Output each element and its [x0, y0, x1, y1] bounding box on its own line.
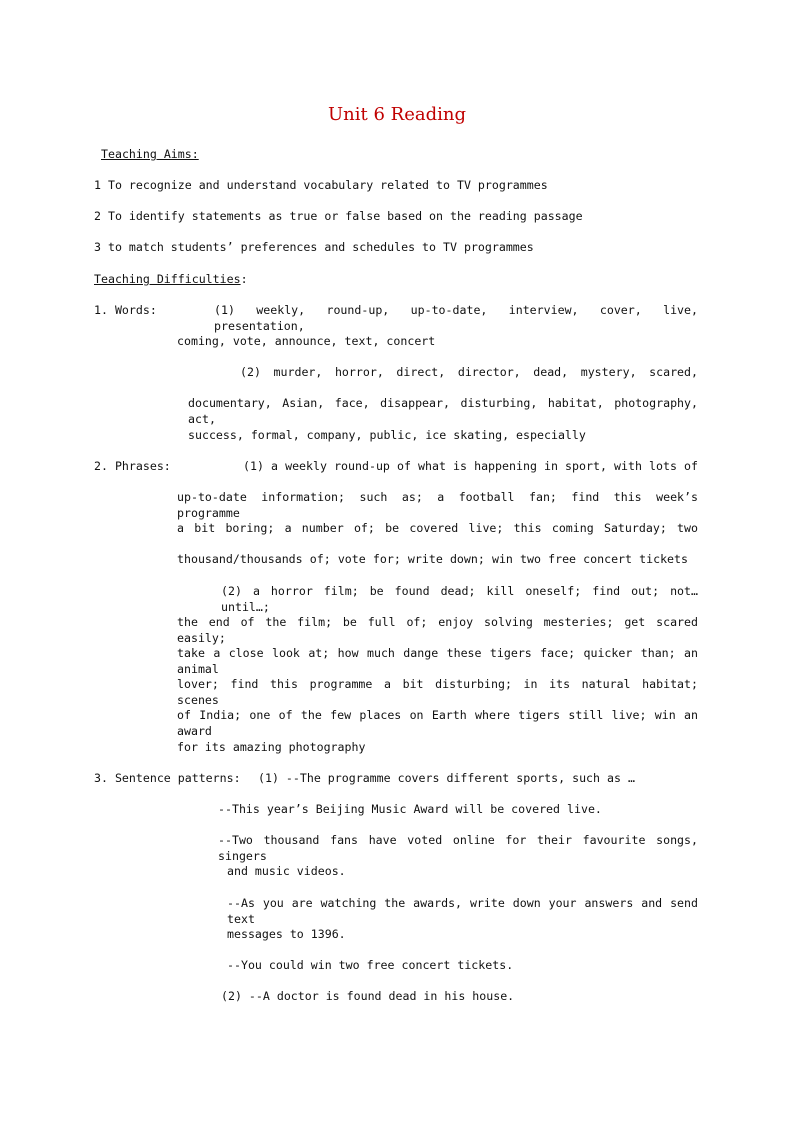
phrases-part2-line-3: take a close look at; how much dange these tigers face; quicker than; an animal	[177, 646, 698, 676]
sentences-part1-line-5: --As you are watching the awards, write down your answers and send text	[227, 896, 698, 926]
words-part1-line-1: (1) weekly, round-up, up-to-date, interview, cover, live, presentation,	[214, 303, 698, 333]
words-part2-line-1: (2) murder, horror, direct, director, dead, mystery, scared,	[240, 365, 698, 379]
phrases-part1-line-3: a bit boring; a number of; be covered live; this coming Saturday; two	[177, 521, 698, 535]
words-label: 1. Words:	[94, 303, 157, 317]
words-part1-line-2: coming, vote, announce, text, concert	[177, 334, 436, 348]
sentences-part1-line-2: --This year’s Beijing Music Award will be covered live.	[218, 802, 602, 816]
teaching-difficulties-heading	[94, 271, 248, 287]
sentences-label: 3. Sentence patterns:	[94, 771, 241, 785]
phrases-part2-line-5: of India; one of the few places on Earth where tigers still live; win an award	[177, 708, 698, 738]
phrases-part2-line-6: for its amazing photography	[177, 740, 366, 754]
difficulties-heading-colon: :	[240, 272, 248, 286]
phrases-label: 2. Phrases:	[94, 459, 171, 473]
phrases-part1-line-1: (1) a weekly round-up of what is happening in sport, with lots of	[243, 459, 698, 473]
phrases-part1-line-4: thousand/thousands of; vote for; write down; win two free concert tickets	[177, 552, 688, 566]
sentences-part1-line-4: and music videos.	[227, 864, 346, 878]
teaching-aims-heading: Teaching Aims:	[101, 147, 199, 161]
sentences-part2-line-1: (2) --A doctor is found dead in his house.	[221, 989, 515, 1003]
aim-item-3: 3 to match students’ preferences and schedules to TV programmes	[94, 240, 534, 254]
aim-item-1: 1 To recognize and understand vocabulary related to TV programmes	[94, 178, 548, 192]
page-title: Unit 6 Reading	[328, 104, 466, 125]
sentences-part1-line-6: messages to 1396.	[227, 927, 346, 941]
aim-item-2: 2 To identify statements as true or false based on the reading passage	[94, 209, 583, 223]
phrases-part2-line-2: the end of the film; be full of; enjoy solving mesteries; get scared easily;	[177, 615, 698, 645]
words-part2-line-2: documentary, Asian, face, disappear, disturbing, habitat, photography, act,	[188, 396, 698, 426]
sentences-part1-line-1: (1) --The programme covers different sports, such as …	[258, 771, 635, 785]
words-part2-line-3: success, formal, company, public, ice skating, especially	[188, 428, 586, 442]
sentences-part1-line-3: --Two thousand fans have voted online for their favourite songs, singers	[218, 833, 698, 863]
sentences-part1-line-7: --You could win two free concert tickets.	[227, 958, 514, 972]
phrases-part2-line-1: (2) a horror film; be found dead; kill oneself; find out; not… until…;	[221, 584, 698, 614]
phrases-part1-line-2: up-to-date information; such as; a football fan; find this week’s programme	[177, 490, 698, 520]
difficulties-heading-text: Teaching Difficulties	[94, 272, 241, 286]
phrases-part2-line-4: lover; find this programme a bit disturbing; in its natural habitat; scenes	[177, 677, 698, 707]
